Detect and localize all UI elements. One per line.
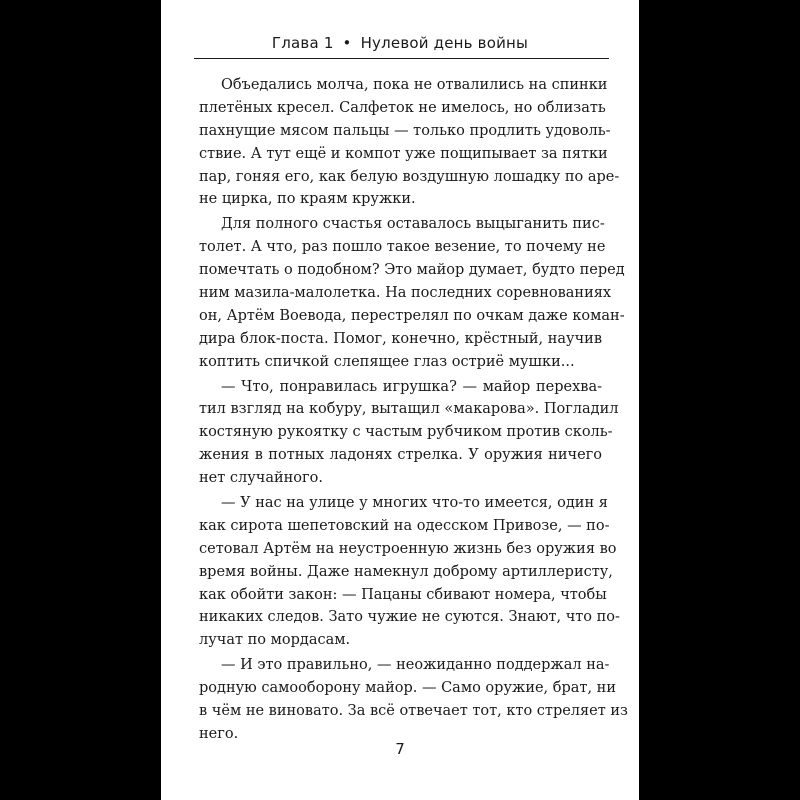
text-line: жения в потных ладонях стрелка. У оружия ничего [199, 447, 602, 464]
text-line: никаких следов. Зато чужие не суются. Знают, что по- [199, 609, 620, 626]
text-line: тил взгляд на кобуру, вытащил «макарова». Погладил [199, 401, 619, 418]
text-line: пахнущие мясом пальцы — только продлить удоволь- [199, 122, 611, 139]
text-line: сетовал Артём на неустроенную жизнь без оружия во [199, 540, 617, 557]
text-line: родную самооборону майор. — Само оружие, брат, ни [199, 680, 617, 697]
text-line: коптить спичкой слепящее глаз остриё мушки... [199, 353, 575, 370]
text-line: толет. А что, раз пошло такое везение, то почему не [199, 239, 606, 256]
text-line: в чём не виновато. За всё отвечает тот, кто стреляет из [199, 703, 628, 720]
chapter-title: Нулевой день войны [360, 34, 529, 52]
bullet-separator: • [342, 34, 352, 52]
text-line: — У нас на улице у многих что-то имеется, один я [221, 495, 608, 512]
text-line: лучат по мордасам. [199, 632, 351, 649]
text-line: как сирота шепетовский на одесском Привозе, — по- [199, 517, 610, 534]
header-rule [194, 58, 609, 59]
text-line: нет случайного. [199, 470, 323, 487]
text-line: он, Артём Воевода, перестрелял по очкам даже коман- [199, 307, 625, 324]
chapter-label: Глава 1 [271, 34, 334, 52]
text-line: пар, гоняя его, как белую воздушную лошадку по аре- [199, 168, 620, 185]
text-line: костяную рукоятку с частым рубчиком против сколь- [199, 424, 613, 441]
text-line: — Что, понравилась игрушка? — майор перехва- [221, 378, 602, 395]
body-text [199, 74, 628, 748]
running-head [161, 34, 639, 52]
page-number: 7 [395, 740, 405, 758]
book-page [161, 0, 639, 800]
text-line: ствие. А тут ещё и компот уже пощипывает за пятки [199, 145, 608, 162]
text-line: помечтать о подобном? Это майор думает, будто перед [199, 262, 625, 279]
paragraph [199, 74, 620, 211]
text-line: Объедались молча, пока не отвалились на спинки [221, 77, 608, 93]
text-line: ним мазила-малолетка. На последних соревнованиях [199, 285, 612, 302]
text-line: него. [199, 725, 239, 742]
paragraph [199, 654, 628, 746]
text-line: время войны. Даже намекнул доброму артиллеристу, [199, 563, 613, 580]
text-line: как обойти закон: — Пацаны сбивают номера, чтобы [199, 586, 607, 603]
paragraph [199, 492, 620, 652]
text-line: — И это правильно, — неожиданно поддержал на- [221, 657, 610, 674]
text-line: Для полного счастья оставалось выцыганить пис- [221, 216, 605, 233]
text-line: дира блок-поста. Помог, конечно, крёстный, научив [199, 330, 603, 347]
text-line: не цирка, по краям кружки. [199, 191, 416, 208]
paragraph [199, 376, 619, 490]
text-line: плетёных кресел. Салфеток не имелось, но облизать [199, 99, 606, 116]
paragraph [199, 213, 625, 373]
